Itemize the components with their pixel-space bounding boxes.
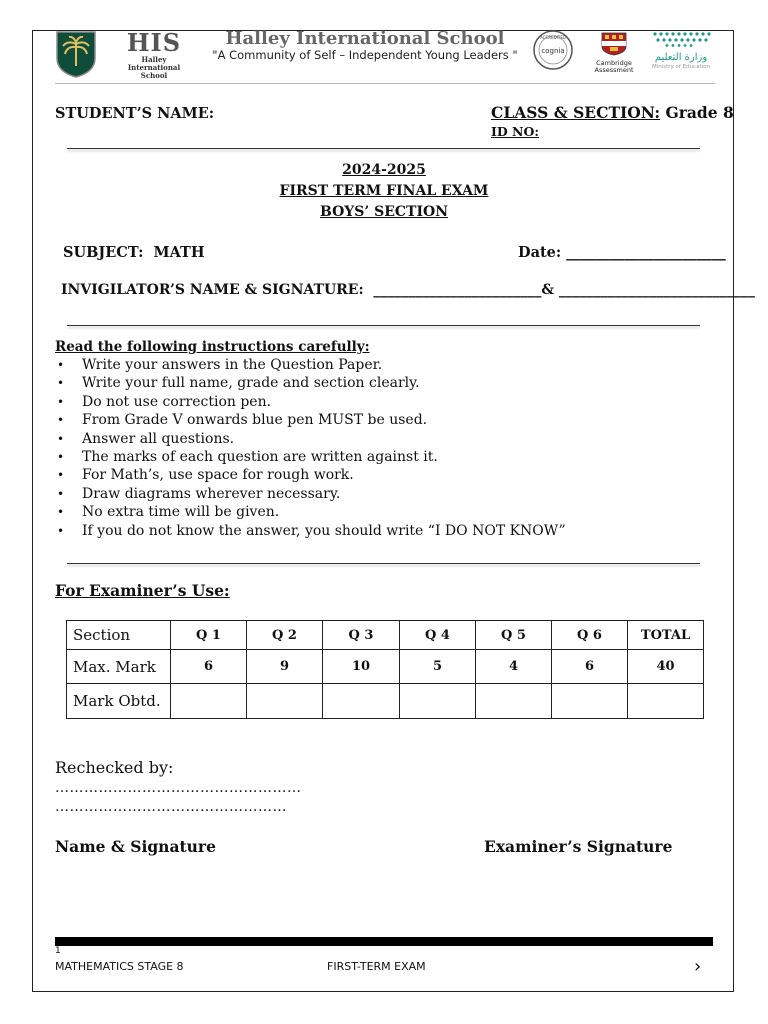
divider-3 [67, 563, 700, 564]
list-item [55, 430, 566, 448]
table-header-cell: Q 3 [323, 621, 400, 650]
list-item [55, 356, 566, 374]
class-section [491, 103, 734, 122]
instruction-text: Write your answers in the Question Paper. [82, 357, 383, 373]
list-item [55, 522, 566, 540]
bullet-icon: • [57, 505, 65, 520]
class-section-value: Grade 8 [660, 103, 734, 122]
bullet-icon: • [57, 431, 65, 446]
instruction-text: For Math’s, use space for rough work. [82, 467, 354, 484]
instruction-text: Draw diagrams wherever necessary. [82, 485, 341, 502]
class-section-label: CLASS & SECTION: [491, 103, 661, 122]
recheck-dotted-line-2: ………………………………………… [55, 799, 287, 815]
table-row [67, 684, 704, 719]
his-logo [118, 30, 190, 80]
page-number: 1 [55, 946, 61, 956]
ministry-logo [650, 30, 712, 71]
footer-chevron-icon: › [694, 956, 702, 977]
instruction-text: No extra time will be given. [82, 504, 280, 521]
table-header-cell: Q 6 [552, 621, 628, 650]
school-crest-icon [55, 28, 97, 78]
max-mark-cell: 6 [171, 650, 247, 684]
marks-table [66, 620, 704, 719]
header-divider [55, 83, 715, 84]
list-item [55, 448, 566, 466]
table-header-row [67, 621, 704, 650]
divider-1 [67, 148, 700, 149]
table-header-cell: Section [67, 621, 171, 650]
obtained-mark-cell [400, 684, 476, 719]
instruction-text: Answer all questions. [82, 430, 235, 447]
footer-bar [55, 937, 713, 946]
cognia-text: cognia [541, 47, 565, 55]
bullet-icon: • [57, 376, 65, 391]
list-item [55, 466, 566, 484]
table-row [67, 650, 704, 684]
bullet-icon: • [57, 486, 65, 501]
invigilator-field: INVIGILATOR’S NAME & SIGNATURE: ________________________& ____________________________ [61, 282, 755, 298]
date-field: Date: ______________________ [518, 244, 726, 261]
table-header-cell: TOTAL [628, 621, 704, 650]
footer-subject: MATHEMATICS STAGE 8 [55, 960, 184, 973]
instructions-heading: Read the following instructions carefully: [55, 339, 370, 355]
instruction-text: Write your full name, grade and section clearly. [82, 375, 420, 392]
obtained-mark-label: Mark Obtd. [67, 684, 171, 719]
bullet-icon: • [57, 450, 65, 465]
name-signature-label: Name & Signature [55, 837, 216, 856]
list-item [55, 485, 566, 503]
list-item [55, 374, 566, 392]
student-name-label: STUDENT’S NAME: [55, 105, 215, 122]
cognia-ring-text: ACCREDITED [540, 35, 566, 40]
obtained-mark-cell [628, 684, 704, 719]
recheck-dotted-line-1: …………………………………………… [55, 780, 302, 796]
instruction-text: Do not use correction pen. [82, 393, 272, 410]
school-name: Halley International School [225, 28, 505, 49]
subject-label: SUBJECT: MATH [63, 244, 205, 261]
instruction-text: The marks of each question are written against it. [82, 449, 438, 466]
cambridge-line2: Assessment [594, 66, 634, 74]
max-mark-cell: 5 [400, 650, 476, 684]
bullet-icon: • [57, 394, 65, 409]
footer-exam: FIRST-TERM EXAM [327, 960, 426, 973]
list-item [55, 393, 566, 411]
examiner-heading: For Examiner’s Use: [55, 581, 230, 600]
school-motto: "A Community of Self – Independent Young Leaders " [212, 48, 518, 62]
ministry-english: Ministry of Education [651, 64, 710, 70]
cambridge-shield-icon [601, 32, 627, 56]
obtained-mark-cell [247, 684, 323, 719]
max-mark-cell: 4 [476, 650, 552, 684]
instructions-list [55, 356, 566, 540]
his-small-line1: Halley International [127, 55, 181, 72]
bullet-icon: • [57, 523, 65, 538]
list-item [55, 411, 566, 429]
table-header-cell: Q 2 [247, 621, 323, 650]
table-header-cell: Q 4 [400, 621, 476, 650]
his-small-line2: School [140, 71, 168, 80]
cambridge-logo [592, 32, 636, 74]
obtained-mark-cell [552, 684, 628, 719]
his-abbrev: HIS [126, 28, 182, 57]
obtained-mark-cell [323, 684, 400, 719]
examiner-signature-label: Examiner’s Signature [484, 837, 673, 856]
divider-2 [67, 325, 700, 326]
bullet-icon: • [57, 413, 65, 428]
obtained-mark-cell [171, 684, 247, 719]
max-mark-label: Max. Mark [67, 650, 171, 684]
id-number-label: ID NO: [491, 124, 539, 139]
ministry-arabic: وزارة التعليم [654, 52, 708, 63]
table-header-cell: Q 5 [476, 621, 552, 650]
list-item [55, 503, 566, 521]
table-header-cell: Q 1 [171, 621, 247, 650]
instruction-text: If you do not know the answer, you should write “I DO NOT KNOW” [82, 522, 566, 539]
rechecked-label: Rechecked by: [55, 758, 174, 777]
max-mark-cell: 6 [552, 650, 628, 684]
bullet-icon: • [57, 468, 65, 483]
exam-year: 2024-2025 [342, 162, 426, 178]
cognia-seal-icon [533, 30, 573, 70]
max-mark-cell: 10 [323, 650, 400, 684]
bullet-icon: • [57, 358, 65, 372]
instruction-text: From Grade V onwards blue pen MUST be used. [82, 412, 428, 429]
exam-section: BOYS’ SECTION [319, 204, 449, 220]
max-mark-cell: 9 [247, 650, 323, 684]
obtained-mark-cell [476, 684, 552, 719]
ministry-dots-icon [651, 30, 711, 48]
exam-term: FIRST TERM FINAL EXAM [279, 183, 489, 199]
cambridge-line1: Cambridge [596, 59, 632, 67]
max-mark-cell: 40 [628, 650, 704, 684]
